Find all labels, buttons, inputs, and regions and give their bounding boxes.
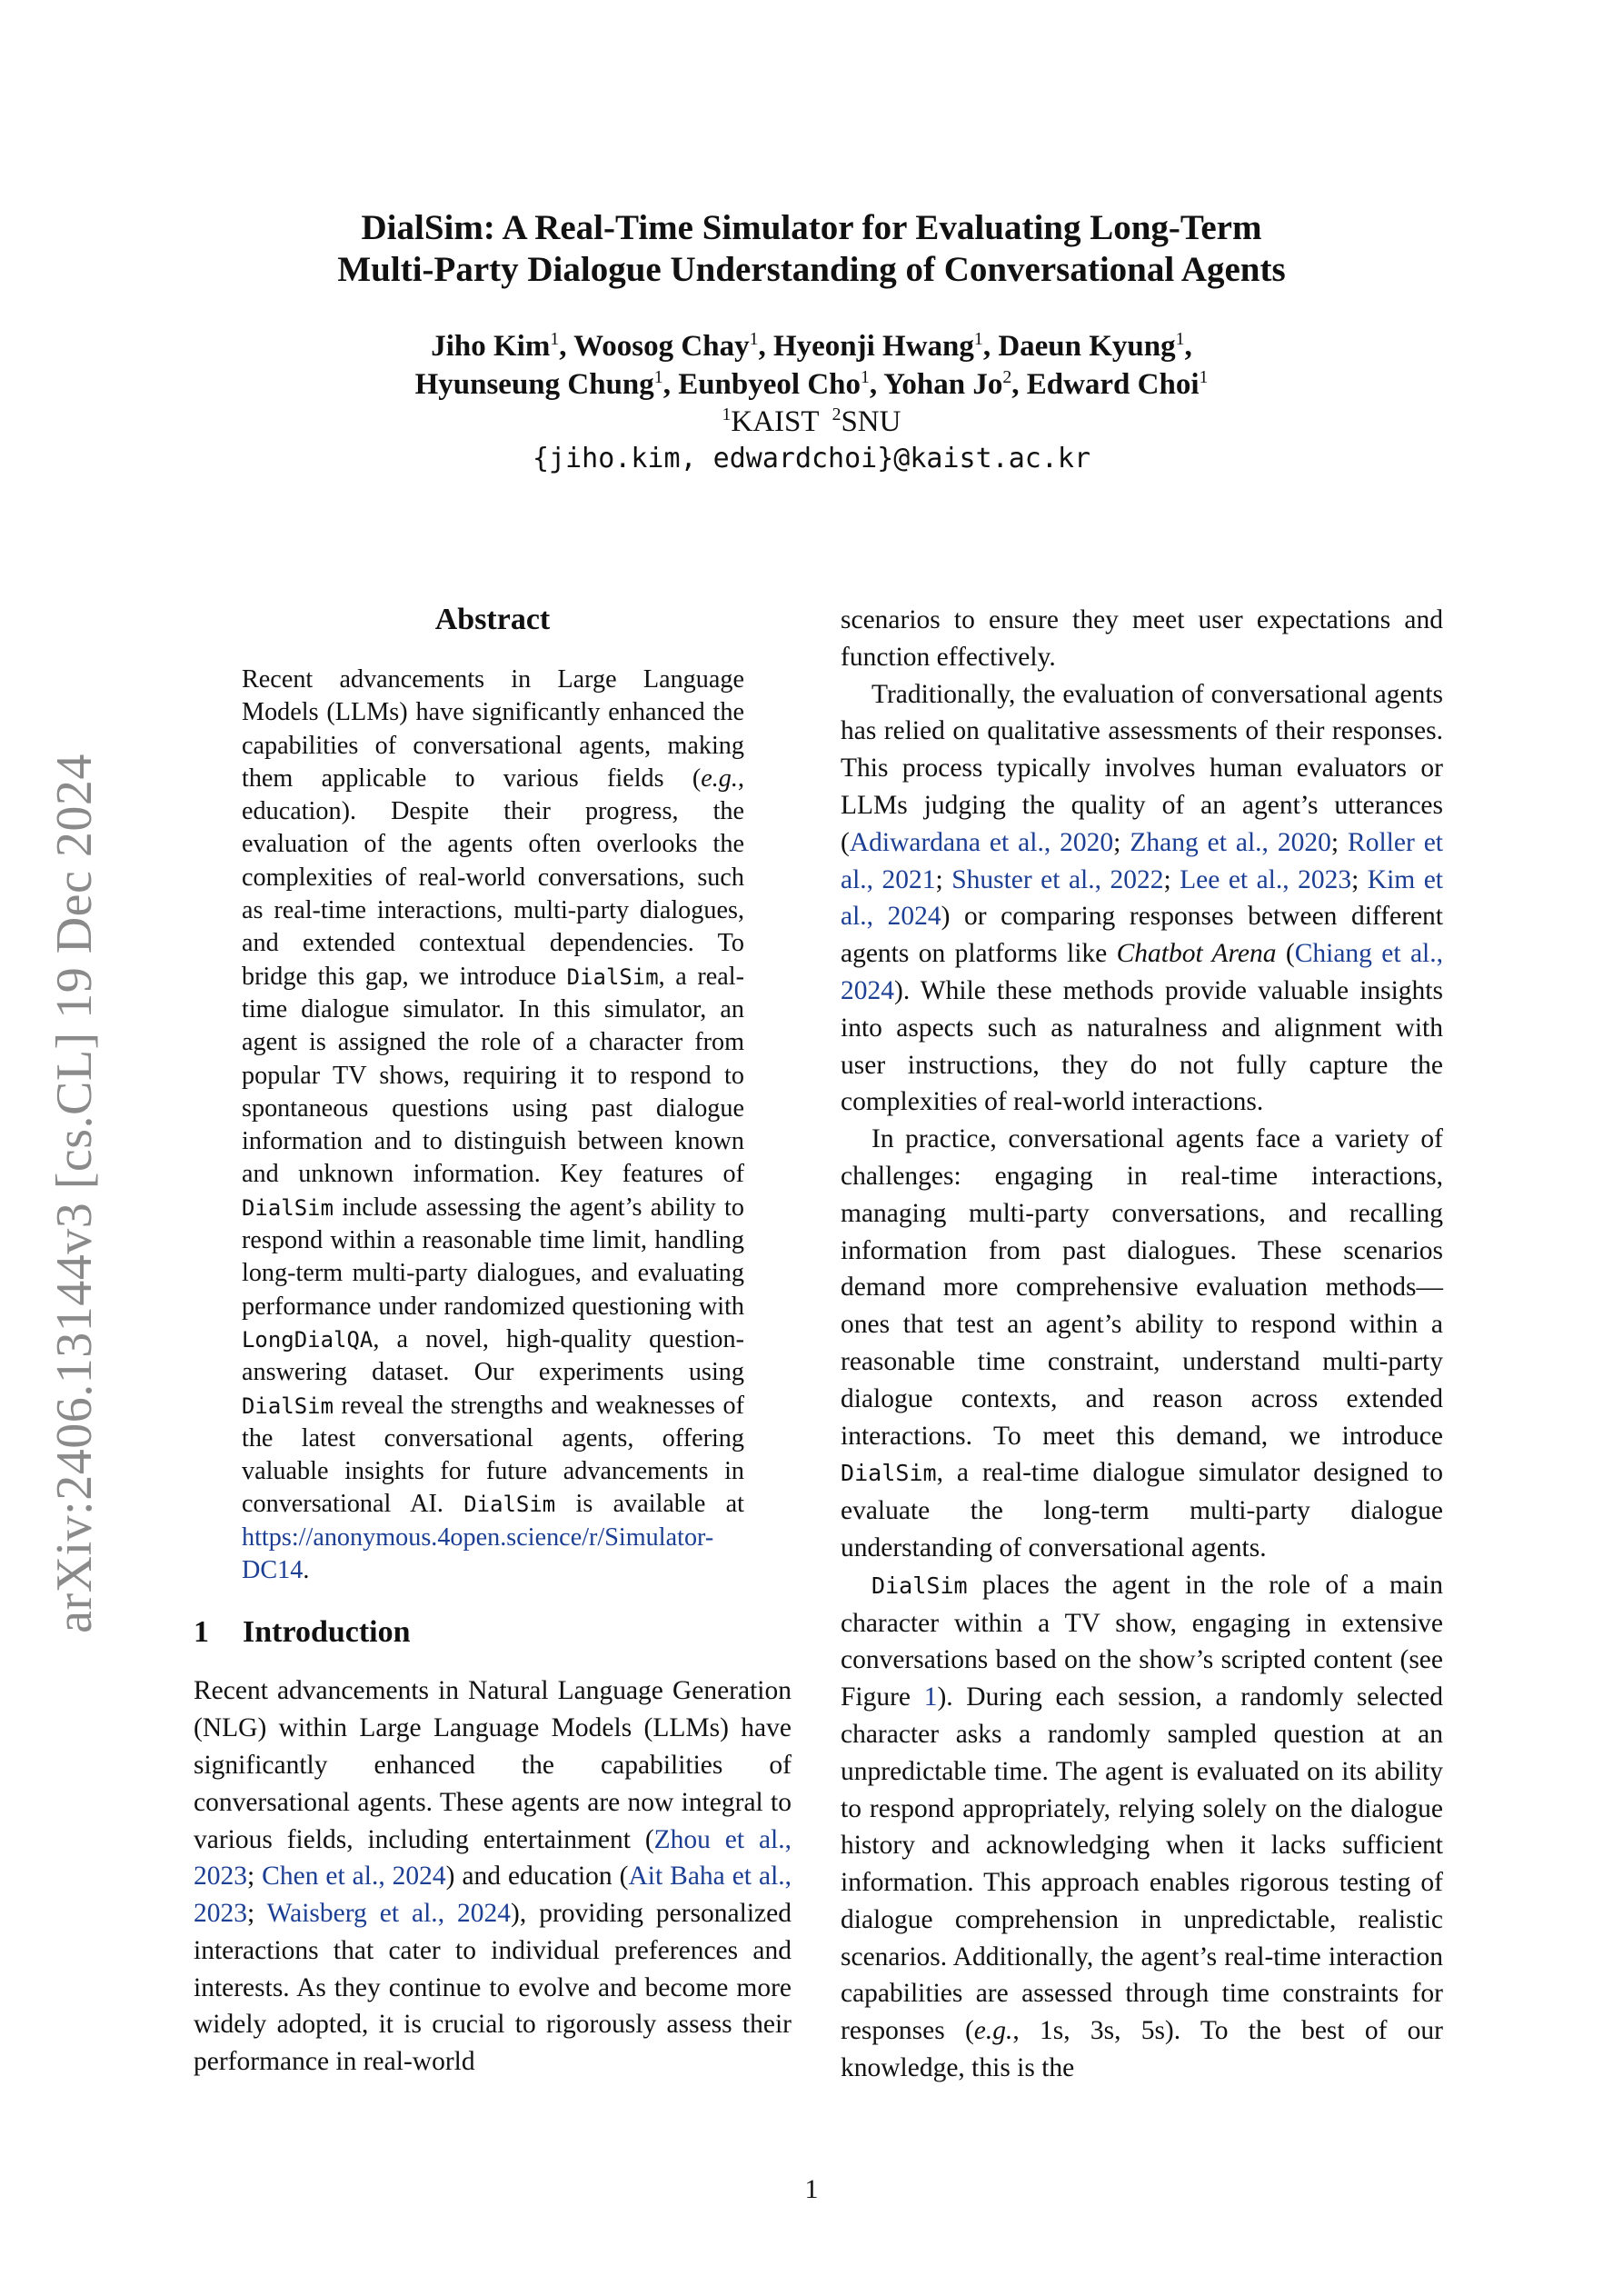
arxiv-sidebar xyxy=(44,710,105,1676)
author-name: Jiho Kim xyxy=(431,330,551,363)
section-title: Introduction xyxy=(243,1615,411,1650)
citation-waisberg-2024[interactable]: Waisberg et al., 2024 xyxy=(266,1899,512,1929)
system-name: DialSim xyxy=(242,1393,334,1419)
abstract-body: Recent advancements in Large Language Models (LLMs) have significantly enhanced the capabilities of conversational agents, making them applicable to various fields (e.g., education). Despite their progress, the evaluation of the agents often overlooks the complexities of real-world conversations, such as real-time interactions, multi-party dialogues, and extended contextual dependencies. To bridge this gap, we introduce DialSim, a real-time dialogue simulator. In this simulator, an agent is assigned the role of a character from popular TV shows, requiring it to respond to spontaneous questions using past dialogue information and to distinguish between known and unknown information. Key features of DialSim include assessing the agent’s ability to respond within a reasonable time limit, handling long-term multi-party dialogues, and evaluating performance under randomized questioning with LongDialQA, a novel, high-quality question-answering dataset. Our experiments using DialSim reveal the strengths and weaknesses of the latest conversational agents, offering valuable insights for future advancements in conversational AI. DialSim is available at https://anonymous.4open.science/r/Simulator-DC14. xyxy=(242,665,744,1585)
dataset-name: LongDialQA xyxy=(242,1326,373,1353)
affiliations xyxy=(0,404,1623,440)
affiliation-mark: 1 xyxy=(1199,367,1209,387)
citation-zhang-2020[interactable]: Zhang et al., 2020 xyxy=(1130,827,1331,857)
author-name: Woosog Chay xyxy=(573,330,750,363)
continued-paragraph: scenarios to ensure they meet user expectations and function effectively. xyxy=(841,605,1443,672)
dialsim-description-paragraph: DialSim places the agent in the role of a main character within a TV show, engaging in extensive conversations based on the show’s scripted content (see Figure 1). During each session, a randomly selected character asks a randomly sampled question at an unpredictable time. The agent is evaluated on its ability to respond appropriately, relying solely on the dialogue history and acknowledging when it lacks sufficient information. This approach enables rigorous testing of dialogue comprehension in unpredictable, realistic scenarios. Additionally, the agent’s real-time interaction capabilities are assessed through time constraints for responses (e.g., 1s, 3s, 5s). To the best of our knowledge, this is the xyxy=(841,1570,1443,2083)
title-line-1: DialSim: A Real-Time Simulator for Evaluating Long-Term xyxy=(361,208,1262,247)
arxiv-identifier: arXiv:2406.13144v3 [cs.CL] 19 Dec 2024 xyxy=(46,753,103,1633)
left-column xyxy=(194,602,792,2081)
system-name: DialSim xyxy=(841,1460,937,1487)
citation-ait-baha-2023[interactable]: Ait Baha et al., 2023 xyxy=(194,1862,792,1929)
system-name: DialSim xyxy=(242,1194,334,1221)
section-number: 1 xyxy=(194,1615,209,1650)
system-name: DialSim xyxy=(566,963,659,990)
page-number: 1 xyxy=(804,2174,819,2204)
title-line-2: Multi-Party Dialogue Understanding of Conversational Agents xyxy=(337,250,1286,289)
affiliation-mark: 2 xyxy=(1002,367,1012,387)
citation-shuster-2022[interactable]: Shuster et al., 2022 xyxy=(951,864,1164,894)
affiliation-mark: 1 xyxy=(1175,329,1185,349)
citation-kim-2024[interactable]: Kim et al., 2024 xyxy=(841,864,1443,932)
author-name: Hyeonji Hwang xyxy=(772,330,974,363)
affiliation-mark: 1 xyxy=(749,329,759,349)
evaluation-paragraph: Traditionally, the evaluation of conversational agents has relied on qualitative assessments of their responses. This process typically involves human evaluators or LLMs judging the quality of an agent’s utterances (Adiwardana et al., 2020; Zhang et al., 2020; Roller et al., 2021; Shuster et al., 2022; Lee et al., 2023; Kim et al., 2024) or comparing responses between different agents on platforms like Chatbot Arena (Chiang et al., 2024). While these methods provide valuable insights into aspects such as naturalness and alignment with user instructions, they do not fully capture the complexities of real-world interactions. xyxy=(841,679,1444,1117)
figure-reference[interactable]: 1 xyxy=(923,1682,938,1712)
affiliation-mark: 1 xyxy=(653,367,663,387)
affiliation-mark: 1 xyxy=(861,367,870,387)
affiliation-mark: 1 xyxy=(550,329,560,349)
challenges-paragraph: In practice, conversational agents face a variety of challenges: engaging in real-time interactions, managing multi-party conversations, and recalling information from past dialogues. These scenarios demand more comprehensive evaluation methods—ones that test an agent’s ability to respond within a reasonable time constraint, understand multi-party dialogue contexts, and reason across extended interactions. To meet this demand, we introduce DialSim, a real-time dialogue simulator designed to evaluate the long-term multi-party dialogue understanding of conversational agents. xyxy=(841,1124,1443,1562)
author-line-2: Hyunseung Chung$^1$, Eunbyeol Cho$^1$, Yohan Jo$^2$, Edward Choi$^1$ xyxy=(414,367,1209,401)
citation-chiang-2024[interactable]: Chiang et al., 2024 xyxy=(841,939,1443,1005)
affiliation-name: KAIST xyxy=(731,405,820,438)
platform-name: Chatbot Arena xyxy=(1116,939,1277,969)
paper-header xyxy=(0,207,1623,478)
paper-title xyxy=(0,207,1623,291)
author-name: Daeun Kyung xyxy=(998,330,1176,363)
code-repository-link[interactable]: https://anonymous.4open.science/r/Simulator-DC14 xyxy=(242,1522,714,1585)
citation-chen-2024[interactable]: Chen et al., 2024 xyxy=(262,1862,446,1892)
contact-email: {jiho.kim, edwardchoi}@kaist.ac.kr xyxy=(532,443,1091,474)
author-name: Edward Choi xyxy=(1026,368,1200,401)
system-name: DialSim xyxy=(871,1572,968,1599)
affiliation-mark: 1 xyxy=(973,329,983,349)
author-line-1: Jiho Kim$^1$, Woosog Chay$^1$, Hyeonji Hwang$^1$, Daeun Kyung$^1$, xyxy=(431,329,1192,363)
abstract-heading: Abstract xyxy=(434,603,551,636)
citation-adiwardana-2020[interactable]: Adiwardana et al., 2020 xyxy=(849,827,1114,857)
affiliation-number: 1 xyxy=(722,404,732,424)
affiliation-number: 2 xyxy=(831,404,841,424)
affiliation-name: SNU xyxy=(841,405,901,438)
introduction-heading xyxy=(194,1614,792,1651)
citation-lee-2023[interactable]: Lee et al., 2023 xyxy=(1180,864,1352,894)
right-column xyxy=(841,602,1443,2087)
author-name: Yohan Jo xyxy=(883,368,1003,401)
citation-zhou-2023[interactable]: Zhou et al., 2023 xyxy=(194,1824,792,1892)
citation-roller-2021[interactable]: Roller et al., 2021 xyxy=(841,827,1444,894)
system-name: DialSim xyxy=(463,1492,556,1518)
author-name: Hyunseung Chung xyxy=(414,368,654,401)
introduction-paragraph: Recent advancements in Natural Language Generation (NLG) within Large Language Models (LLMs) have significantly enhanced the capabilities of conversational agents. These agents are now integral to various fields, including entertainment (Zhou et al., 2023; Chen et al., 2024) and education (Ait Baha et al., 2023; Waisberg et al., 2024), providing personalized interactions that cater to individual preferences and interests. As they continue to evolve and become more widely adopted, it is crucial to rigorously assess their performance in real-world xyxy=(194,1676,792,2077)
author-name: Eunbyeol Cho xyxy=(678,368,861,401)
author-list xyxy=(0,327,1623,404)
